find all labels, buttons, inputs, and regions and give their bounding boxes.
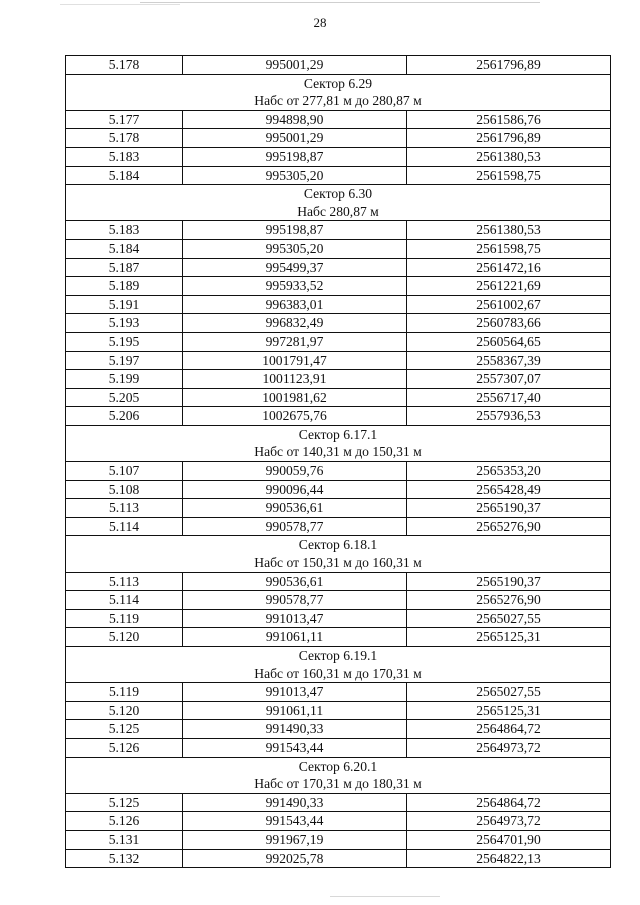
point-number-cell: 5.120 (66, 701, 183, 720)
x-coordinate-cell: 995001,29 (183, 56, 407, 75)
point-number-cell: 5.119 (66, 683, 183, 702)
table-row (66, 388, 611, 407)
x-coordinate-cell: 990096,44 (183, 480, 407, 499)
point-number-cell: 5.191 (66, 295, 183, 314)
x-coordinate-cell: 991543,44 (183, 738, 407, 757)
x-coordinate-cell: 996383,01 (183, 295, 407, 314)
table-row (66, 572, 611, 591)
sector-range-row (66, 775, 611, 793)
x-coordinate-cell: 997281,97 (183, 332, 407, 351)
y-coordinate-cell: 2565353,20 (407, 462, 611, 481)
y-coordinate-cell: 2561796,89 (407, 129, 611, 148)
table-row (66, 628, 611, 647)
point-number-cell: 5.178 (66, 129, 183, 148)
y-coordinate-cell: 2557936,53 (407, 407, 611, 426)
table-row (66, 720, 611, 739)
x-coordinate-cell: 990536,61 (183, 572, 407, 591)
y-coordinate-cell: 2561380,53 (407, 147, 611, 166)
table-row (66, 480, 611, 499)
x-coordinate-cell: 990578,77 (183, 517, 407, 536)
sector-header-row (66, 757, 611, 775)
x-coordinate-cell: 991490,33 (183, 720, 407, 739)
y-coordinate-cell: 2564701,90 (407, 830, 611, 849)
y-coordinate-cell: 2565276,90 (407, 591, 611, 610)
point-number-cell: 5.120 (66, 628, 183, 647)
x-coordinate-cell: 990059,76 (183, 462, 407, 481)
y-coordinate-cell: 2565027,55 (407, 683, 611, 702)
y-coordinate-cell: 2565027,55 (407, 609, 611, 628)
sector-header-row (66, 536, 611, 554)
x-coordinate-cell: 995001,29 (183, 129, 407, 148)
table-row (66, 499, 611, 518)
point-number-cell: 5.126 (66, 812, 183, 831)
x-coordinate-cell: 992025,78 (183, 849, 407, 868)
x-coordinate-cell: 995499,37 (183, 258, 407, 277)
y-coordinate-cell: 2561472,16 (407, 258, 611, 277)
point-number-cell: 5.183 (66, 147, 183, 166)
point-number-cell: 5.178 (66, 56, 183, 75)
table-row (66, 221, 611, 240)
table-row (66, 258, 611, 277)
point-number-cell: 5.114 (66, 591, 183, 610)
sector-title: Сектор 6.17.1 (66, 425, 611, 443)
y-coordinate-cell: 2565428,49 (407, 480, 611, 499)
point-number-cell: 5.113 (66, 572, 183, 591)
sector-header-row (66, 647, 611, 665)
table-row (66, 129, 611, 148)
point-number-cell: 5.108 (66, 480, 183, 499)
point-number-cell: 5.199 (66, 370, 183, 389)
sector-header-row (66, 185, 611, 203)
y-coordinate-cell: 2561598,75 (407, 239, 611, 258)
y-coordinate-cell: 2561221,69 (407, 277, 611, 296)
table-row (66, 277, 611, 296)
x-coordinate-cell: 995933,52 (183, 277, 407, 296)
sector-title: Сектор 6.29 (66, 74, 611, 92)
sector-title: Сектор 6.20.1 (66, 757, 611, 775)
y-coordinate-cell: 2561796,89 (407, 56, 611, 75)
y-coordinate-cell: 2560564,65 (407, 332, 611, 351)
y-coordinate-cell: 2564864,72 (407, 793, 611, 812)
point-number-cell: 5.206 (66, 407, 183, 426)
table-row (66, 609, 611, 628)
point-number-cell: 5.113 (66, 499, 183, 518)
y-coordinate-cell: 2561586,76 (407, 110, 611, 129)
point-number-cell: 5.114 (66, 517, 183, 536)
sector-title: Сектор 6.19.1 (66, 647, 611, 665)
sector-header-row (66, 74, 611, 92)
sector-range-row (66, 203, 611, 221)
point-number-cell: 5.126 (66, 738, 183, 757)
y-coordinate-cell: 2564973,72 (407, 812, 611, 831)
y-coordinate-cell: 2558367,39 (407, 351, 611, 370)
sector-elevation-range: Набс от 140,31 м до 150,31 м (66, 443, 611, 461)
point-number-cell: 5.184 (66, 166, 183, 185)
y-coordinate-cell: 2564864,72 (407, 720, 611, 739)
point-number-cell: 5.119 (66, 609, 183, 628)
point-number-cell: 5.107 (66, 462, 183, 481)
x-coordinate-cell: 995198,87 (183, 147, 407, 166)
table-row (66, 591, 611, 610)
table-row (66, 351, 611, 370)
table-row (66, 462, 611, 481)
y-coordinate-cell: 2561002,67 (407, 295, 611, 314)
point-number-cell: 5.125 (66, 793, 183, 812)
scan-bottom-edge-line (330, 896, 440, 897)
y-coordinate-cell: 2565190,37 (407, 499, 611, 518)
table-row (66, 56, 611, 75)
sector-elevation-range: Набс от 160,31 м до 170,31 м (66, 665, 611, 683)
y-coordinate-cell: 2557307,07 (407, 370, 611, 389)
y-coordinate-cell: 2565276,90 (407, 517, 611, 536)
table-row (66, 701, 611, 720)
y-coordinate-cell: 2565125,31 (407, 628, 611, 647)
sector-range-row (66, 665, 611, 683)
x-coordinate-cell: 991967,19 (183, 830, 407, 849)
x-coordinate-cell: 991061,11 (183, 701, 407, 720)
table-row (66, 830, 611, 849)
y-coordinate-cell: 2560783,66 (407, 314, 611, 333)
x-coordinate-cell: 1001791,47 (183, 351, 407, 370)
table-row (66, 849, 611, 868)
sector-header-row (66, 425, 611, 443)
sector-title: Сектор 6.30 (66, 185, 611, 203)
x-coordinate-cell: 994898,90 (183, 110, 407, 129)
x-coordinate-cell: 995305,20 (183, 239, 407, 258)
point-number-cell: 5.189 (66, 277, 183, 296)
point-number-cell: 5.197 (66, 351, 183, 370)
table-row (66, 239, 611, 258)
coordinates-table (65, 55, 611, 868)
x-coordinate-cell: 990578,77 (183, 591, 407, 610)
x-coordinate-cell: 991013,47 (183, 683, 407, 702)
x-coordinate-cell: 996832,49 (183, 314, 407, 333)
table-row (66, 166, 611, 185)
table-row (66, 370, 611, 389)
x-coordinate-cell: 1001981,62 (183, 388, 407, 407)
point-number-cell: 5.187 (66, 258, 183, 277)
point-number-cell: 5.205 (66, 388, 183, 407)
scan-top-edge-line (60, 4, 180, 5)
sector-elevation-range: Набс от 150,31 м до 160,31 м (66, 554, 611, 572)
y-coordinate-cell: 2565190,37 (407, 572, 611, 591)
x-coordinate-cell: 991061,11 (183, 628, 407, 647)
sector-elevation-range: Набс от 170,31 м до 180,31 м (66, 775, 611, 793)
table-row (66, 110, 611, 129)
table-row (66, 314, 611, 333)
sector-title: Сектор 6.18.1 (66, 536, 611, 554)
sector-elevation-range: Набс 280,87 м (66, 203, 611, 221)
y-coordinate-cell: 2561380,53 (407, 221, 611, 240)
x-coordinate-cell: 1001123,91 (183, 370, 407, 389)
sector-range-row (66, 554, 611, 572)
point-number-cell: 5.132 (66, 849, 183, 868)
table-row (66, 407, 611, 426)
x-coordinate-cell: 990536,61 (183, 499, 407, 518)
point-number-cell: 5.183 (66, 221, 183, 240)
point-number-cell: 5.184 (66, 239, 183, 258)
point-number-cell: 5.177 (66, 110, 183, 129)
scan-top-edge-line (140, 2, 540, 3)
sector-elevation-range: Набс от 277,81 м до 280,87 м (66, 92, 611, 110)
table-row (66, 332, 611, 351)
y-coordinate-cell: 2561598,75 (407, 166, 611, 185)
table-row (66, 295, 611, 314)
y-coordinate-cell: 2556717,40 (407, 388, 611, 407)
point-number-cell: 5.125 (66, 720, 183, 739)
page-number: 28 (313, 15, 327, 30)
table-row (66, 683, 611, 702)
point-number-cell: 5.131 (66, 830, 183, 849)
table-row (66, 793, 611, 812)
x-coordinate-cell: 991013,47 (183, 609, 407, 628)
y-coordinate-cell: 2564973,72 (407, 738, 611, 757)
coordinates-table-body (66, 56, 611, 868)
x-coordinate-cell: 991543,44 (183, 812, 407, 831)
table-row (66, 517, 611, 536)
x-coordinate-cell: 991490,33 (183, 793, 407, 812)
point-number-cell: 5.195 (66, 332, 183, 351)
table-row (66, 147, 611, 166)
y-coordinate-cell: 2565125,31 (407, 701, 611, 720)
y-coordinate-cell: 2564822,13 (407, 849, 611, 868)
x-coordinate-cell: 995305,20 (183, 166, 407, 185)
table-row (66, 812, 611, 831)
x-coordinate-cell: 1002675,76 (183, 407, 407, 426)
x-coordinate-cell: 995198,87 (183, 221, 407, 240)
point-number-cell: 5.193 (66, 314, 183, 333)
table-row (66, 738, 611, 757)
sector-range-row (66, 92, 611, 110)
sector-range-row (66, 443, 611, 461)
